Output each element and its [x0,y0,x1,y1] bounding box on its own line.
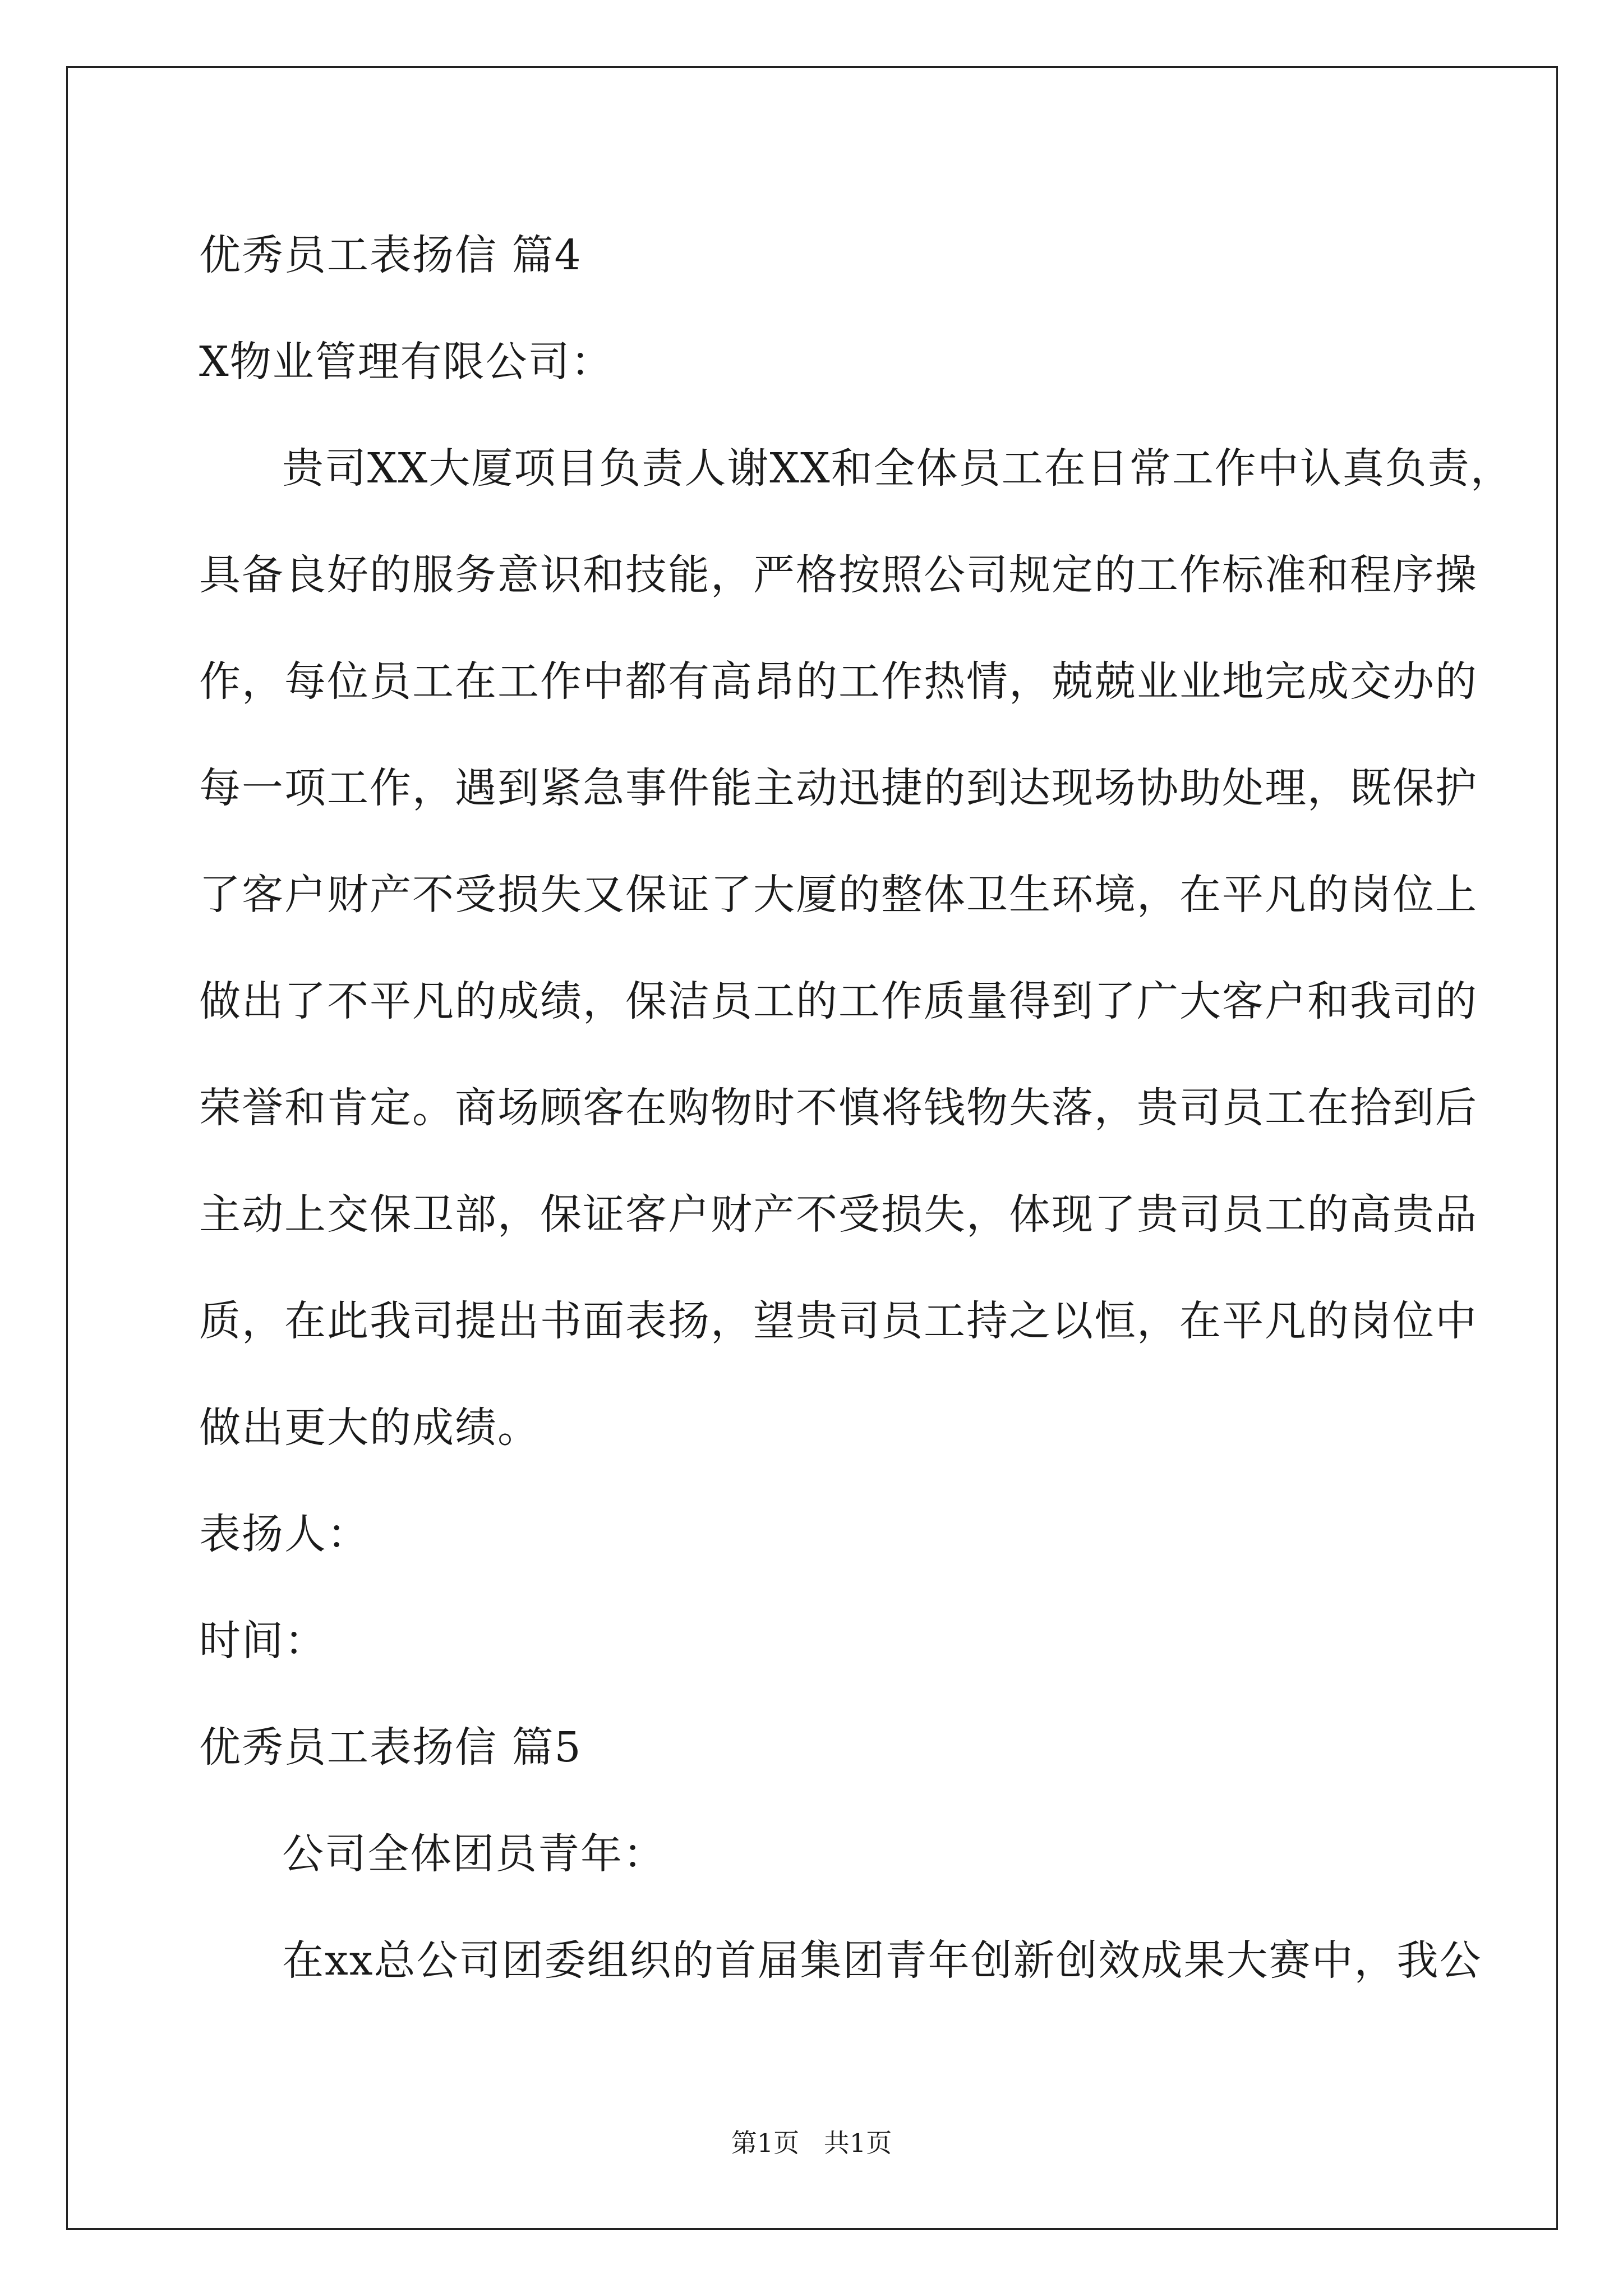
paragraph-line: 做出了不平凡的成绩，保洁员工的工作质量得到了广大客户和我司的 [199,977,1478,1025]
salutation-line: 公司全体团员青年： [282,1830,666,1878]
page-footer: 第1页 共1页 [731,2128,892,2158]
paragraph-line: 在xx总公司团委组织的首届集团青年创新创效成果大赛中，我公 [282,1936,1482,1985]
paragraph-line: 每一项工作，遇到紧急事件能主动迅捷的到达现场协助处理，既保护 [199,764,1478,812]
section-heading-5: 优秀员工表扬信 篇5 [199,1723,582,1772]
salutation-line: X物业管理有限公司： [199,338,614,386]
paragraph-line: 荣誉和肯定。商场顾客在购物时不慎将钱物失落，贵司员工在拾到后 [199,1084,1478,1132]
date-label: 时间： [199,1617,327,1665]
paragraph-line: 具备良好的服务意识和技能，严格按照公司规定的工作标准和程序操 [199,551,1478,599]
signer-label: 表扬人： [199,1510,370,1558]
paragraph-line: 质，在此我司提出书面表扬，望贵司员工持之以恒，在平凡的岗位中 [199,1297,1478,1345]
paragraph-line: 主动上交保卫部，保证客户财产不受损失，体现了贵司员工的高贵品 [199,1190,1478,1239]
document-body [199,202,1513,2014]
section-heading-4: 优秀员工表扬信 篇4 [199,231,582,279]
paragraph-line: 作，每位员工在工作中都有高昂的工作热情，兢兢业业地完成交办的 [199,657,1478,706]
paragraph-line: 做出更大的成绩。 [199,1404,540,1452]
paragraph-line: 贵司XX大厦项目负责人谢XX和全体员工在日常工作中认真负责， [282,444,1513,493]
paragraph-line: 了客户财产不受损失又保证了大厦的整体卫生环境，在平凡的岗位上 [199,871,1478,919]
